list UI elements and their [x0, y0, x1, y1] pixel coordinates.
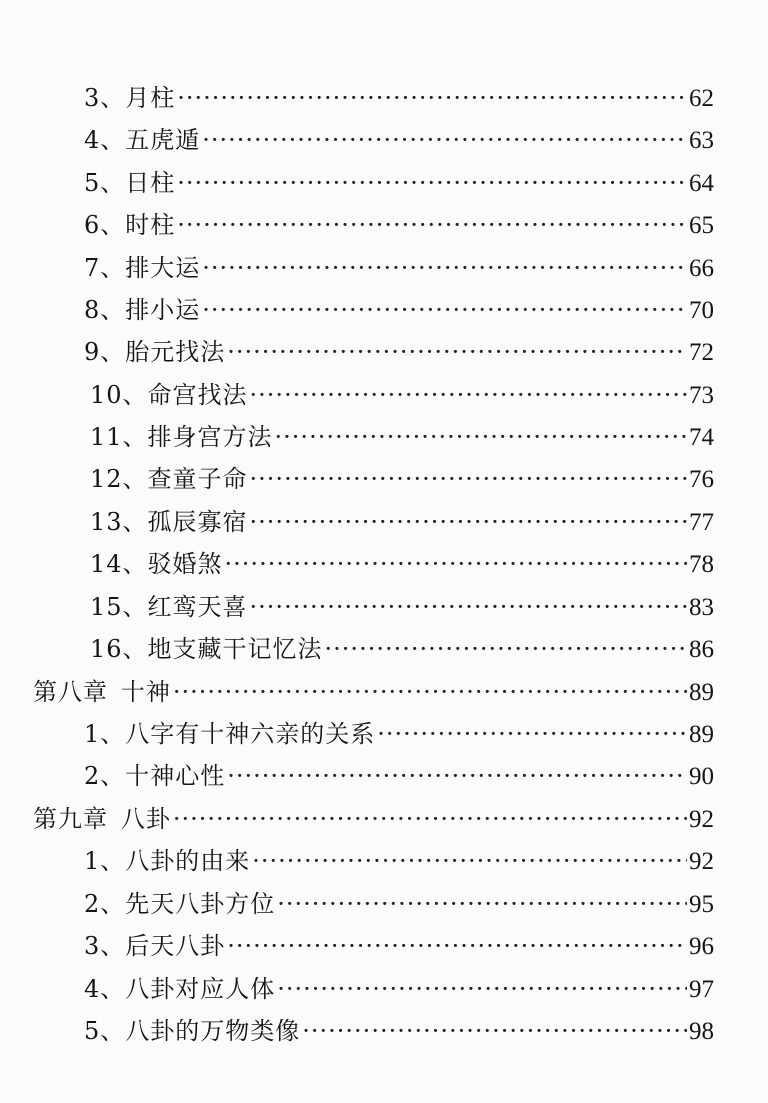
toc-page-number: 86 [689, 636, 714, 663]
dot-leader [202, 248, 687, 288]
toc-entry-title: 4、五虎遁 [84, 126, 201, 154]
toc-entry[interactable] [84, 714, 714, 754]
toc-page-number: 66 [689, 255, 714, 282]
dot-leader [177, 163, 687, 203]
chapter-title: 八卦 [120, 805, 171, 833]
toc-entry-title: 10、命宫找法 [90, 381, 248, 409]
dot-leader [275, 417, 687, 457]
dot-leader [250, 502, 687, 542]
toc-page-number: 98 [689, 1018, 714, 1045]
toc-entry[interactable] [84, 120, 714, 160]
toc-entry[interactable] [84, 926, 714, 966]
toc-chapter-entry[interactable] [33, 672, 714, 712]
toc-entry-title: 7、排大运 [84, 254, 201, 282]
toc-page-number: 89 [689, 721, 714, 748]
toc-page-number: 77 [689, 509, 714, 536]
toc-entry-title: 3、月柱 [84, 84, 176, 112]
toc-entry-title: 8、排小运 [84, 296, 201, 324]
dot-leader [177, 205, 687, 245]
toc-entry[interactable] [90, 629, 714, 669]
chapter-title: 十神 [120, 678, 171, 706]
toc-entry[interactable] [84, 884, 714, 924]
toc-page-number: 97 [689, 976, 714, 1003]
toc-entry-title: 15、红鸾天喜 [90, 593, 248, 621]
toc-entry[interactable] [84, 290, 714, 330]
dot-leader [173, 799, 687, 839]
toc-page-number: 62 [689, 85, 714, 112]
dot-leader [302, 1011, 687, 1051]
dot-leader [173, 672, 687, 712]
toc-entry-title: 6、时柱 [84, 211, 176, 239]
toc-entry[interactable] [84, 969, 714, 1009]
toc-entry-title: 5、日柱 [84, 169, 176, 197]
toc-entry[interactable] [84, 332, 714, 372]
dot-leader [177, 78, 687, 118]
toc-page-number: 70 [689, 297, 714, 324]
toc-entry-title: 14、驳婚煞 [90, 550, 223, 578]
toc-chapter-entry[interactable] [33, 799, 714, 839]
toc-entry-title: 1、八卦的由来 [84, 847, 251, 875]
toc-page-number: 76 [689, 466, 714, 493]
toc-page-number: 65 [689, 212, 714, 239]
toc-page-number: 96 [689, 933, 714, 960]
dot-leader [225, 544, 687, 584]
toc-page-number: 92 [689, 806, 714, 833]
dot-leader [325, 629, 687, 669]
dot-leader [277, 884, 687, 924]
toc-entry[interactable] [90, 544, 714, 584]
dot-leader [227, 332, 687, 372]
toc-entry-title: 1、八字有十神六亲的关系 [84, 720, 376, 748]
toc-page-number: 72 [689, 339, 714, 366]
toc-page-number: 74 [689, 424, 714, 451]
toc-page-number: 89 [689, 679, 714, 706]
toc-page-number: 63 [689, 127, 714, 154]
toc-entry-title: 12、查童子命 [90, 465, 248, 493]
toc-page-number: 83 [689, 594, 714, 621]
toc-page-number: 78 [689, 551, 714, 578]
toc-entry-title: 11、排身宫方法 [90, 423, 273, 451]
toc-entry[interactable] [90, 587, 714, 627]
toc-entry-title: 9、胎元找法 [84, 338, 226, 366]
toc-entry[interactable] [90, 417, 714, 457]
toc-page-number: 95 [689, 891, 714, 918]
toc-entry[interactable] [90, 459, 714, 499]
toc-entry[interactable] [84, 756, 714, 796]
dot-leader [202, 120, 687, 160]
dot-leader [202, 290, 687, 330]
dot-leader [250, 375, 687, 415]
toc-entry[interactable] [84, 248, 714, 288]
toc-page-number: 64 [689, 170, 714, 197]
dot-leader [277, 969, 687, 1009]
dot-leader [227, 926, 687, 966]
dot-leader [227, 756, 687, 796]
dot-leader [377, 714, 687, 754]
dot-leader [252, 841, 687, 881]
toc-entry-title: 3、后天八卦 [84, 932, 226, 960]
toc-entry-title: 13、孤辰寡宿 [90, 508, 248, 536]
toc-entry-title: 16、地支藏干记忆法 [90, 635, 323, 663]
toc-entry[interactable] [84, 163, 714, 203]
toc-entry[interactable] [90, 502, 714, 542]
toc-entry[interactable] [84, 841, 714, 881]
chapter-number: 第九章 [33, 805, 108, 833]
toc-entry-title: 5、八卦的万物类像 [84, 1017, 301, 1045]
toc-entry[interactable] [84, 1011, 714, 1051]
toc-entry-title: 4、八卦对应人体 [84, 975, 276, 1003]
toc-page-number: 73 [689, 382, 714, 409]
toc-page-number: 92 [689, 848, 714, 875]
toc-entry-title: 2、先天八卦方位 [84, 890, 276, 918]
toc-page-number: 90 [689, 763, 714, 790]
toc-entry[interactable] [90, 375, 714, 415]
dot-leader [250, 459, 687, 499]
chapter-number: 第八章 [33, 678, 108, 706]
toc-entry[interactable] [84, 78, 714, 118]
dot-leader [250, 587, 687, 627]
toc-entry-title: 2、十神心性 [84, 762, 226, 790]
toc-entry[interactable] [84, 205, 714, 245]
